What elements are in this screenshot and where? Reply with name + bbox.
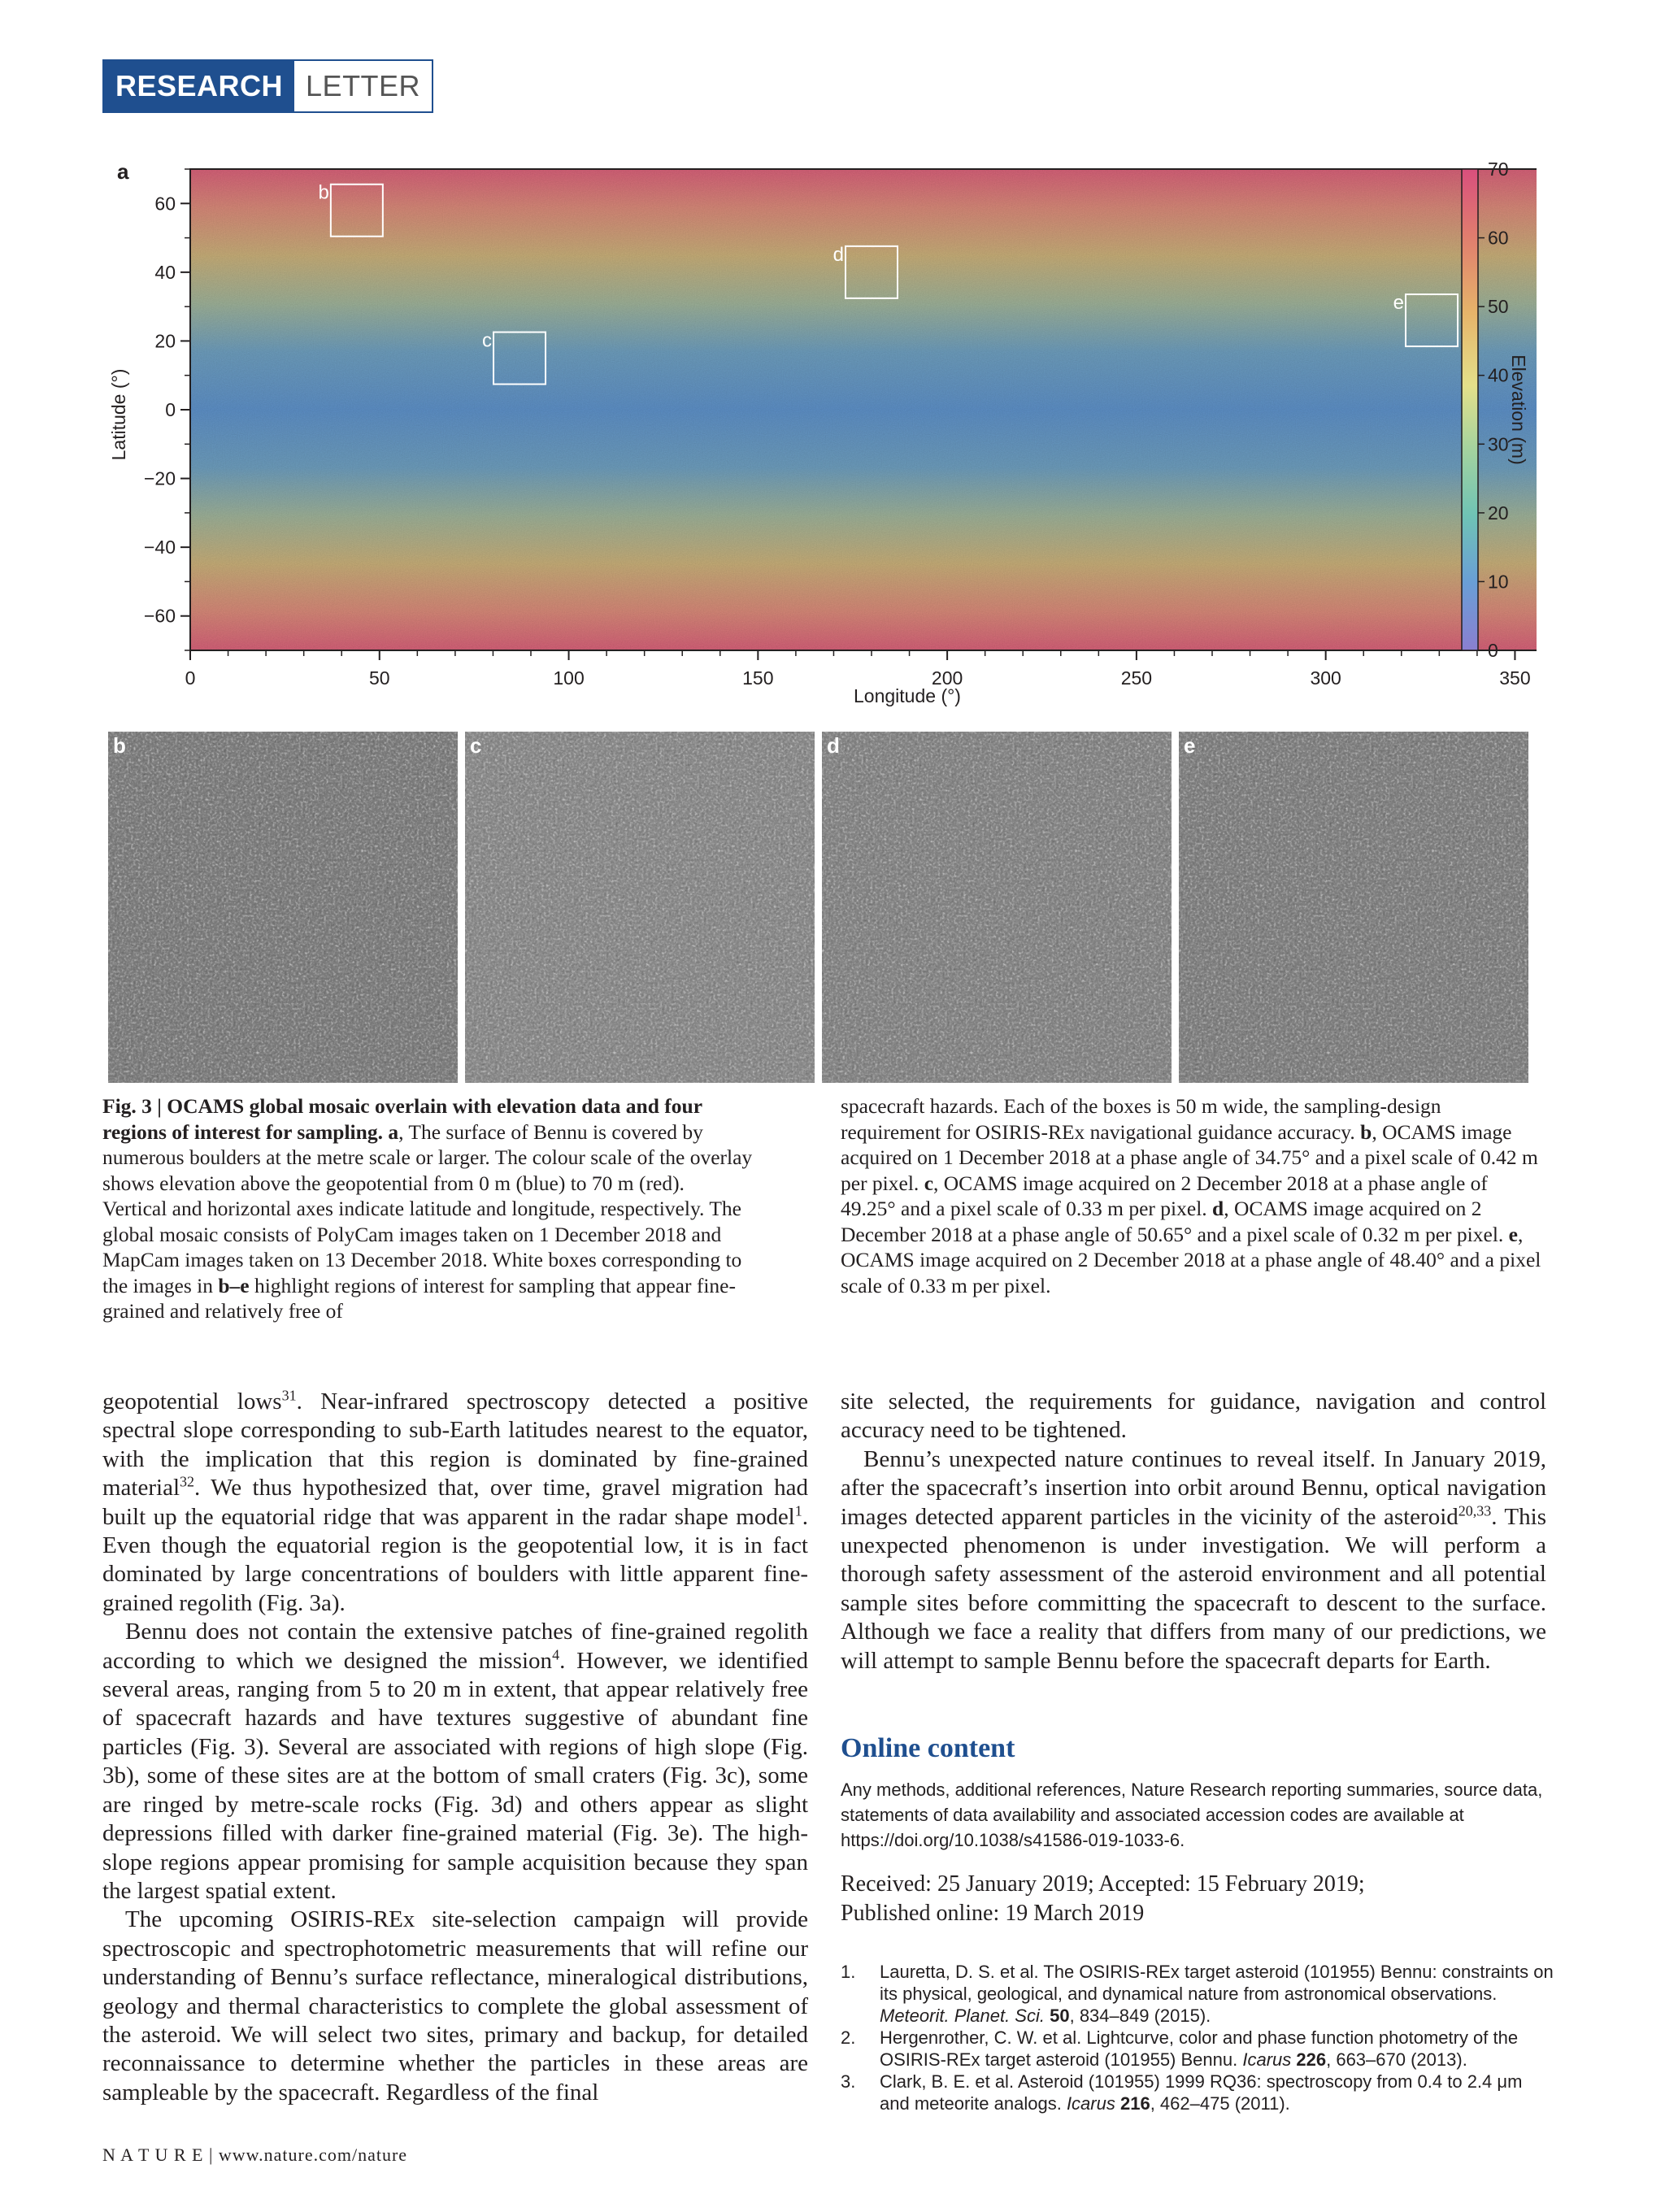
paragraph: The upcoming OSIRIS-REx site-selection campaign will provide spectroscopic and spectrophotometric measurements that will refine our understanding of Bennu’s surface reflectance, mineralogical distributions, geology and thermal characteristics to complete the global assessment of the asteroid. We will select two sites, primary and backup, for detailed reconnaissance to determine whether the particles in these areas are sampleable by the spacecraft. Regardless of the final [102, 1906, 808, 2106]
colorbar-tick-label: 10 [1488, 571, 1509, 593]
thumbnail-b [108, 732, 458, 1083]
paragraph: geopotential lows$^{31}$. Near-infrared spectroscopy detected a positive spectral slope corresponding to sub-Earth latitudes nearest to the equator, with the implication that this region is dominated by fine-grained material$^{32}$. We thus hypothesized that, over time, gravel migration had built up the equatorial ridge that was apparent in the radar shape model$^1$. Even though the equatorial region is the geopotential low, it is in fact dominated by large concentrations of boulders with little apparent fine-grained regolith (Fig. 3a). [102, 1387, 808, 1616]
caption-text: , OCAMS image acquired on 2 December 2018 at a phase angle of 50.65° and a pixel scale of 0.32 m per pixel. [841, 1197, 1509, 1246]
colorbar-tick-label: 0 [1488, 640, 1498, 661]
thumbnail-d-image [822, 732, 1172, 1083]
thumbnail-e [1179, 732, 1528, 1083]
roi-label-b: b [318, 181, 329, 204]
letter-label: LETTER [294, 61, 432, 111]
thumbnail-c-image [465, 732, 815, 1083]
x-axis-label: Longitude (°) [854, 685, 961, 706]
reference-item: 2. Hergenrother, C. W. et al. Lightcurve, color and phase function photometry of the OSIRIS-REx target asteroid (101955) Bennu. Icarus 226, 663–670 (2013). [841, 2027, 1519, 2070]
section-badge [102, 59, 433, 113]
caption-title: Fig. 3 | OCAMS global mosaic overlain with elevation data and four regions of interest for sampling. [102, 1094, 702, 1144]
colorbar-tick-label: 30 [1488, 433, 1509, 455]
published-online: Published online: 19 March 2019 [841, 1901, 1145, 1926]
y-tick-label: −20 [143, 467, 176, 489]
colorbar-tick-label: 50 [1488, 296, 1509, 318]
y-tick-label: 60 [154, 193, 176, 215]
received-accepted: Received: 25 January 2019; Accepted: 15 February 2019; [841, 1871, 1365, 1897]
thumbnail-c-label: c [470, 733, 482, 758]
roi-label-c: c [482, 329, 493, 352]
footer-separator: | [203, 2145, 219, 2165]
colorbar-tick-label: 70 [1488, 159, 1509, 180]
reference-item: 3. Clark, B. E. et al. Asteroid (101955) 1999 RQ36: spectroscopy from 0.4 to 2.4 μm and meteorite analogs. Icarus 216, 462–475 (2011). [841, 2071, 1523, 2114]
page-footer [102, 2145, 407, 2166]
y-tick-label: 0 [165, 399, 176, 420]
roi-label-e: e [1393, 292, 1405, 315]
caption-text: , OCAMS image acquired on 2 December 2018 at a phase angle of 48.40° and a pixel scale of 0.33 m per pixel. [841, 1222, 1541, 1297]
paragraph: Bennu does not contain the extensive patches of fine-grained regolith according to which we designed the mission$^4$. However, we identified several areas, ranging from 5 to 20 m in extent, that appear relatively free of spacecraft hazards and have textures suggestive of abundant fine particles (Fig. 3). Several are associated with regions of high slope (Fig. 3b), some of these sites are at the bottom of small craters (Fig. 3c), some are ringed by metre-scale rocks (Fig. 3d) and others appear as slight depressions filled with darker fine-grained material (Fig. 3e). The high-slope regions appear promising for sample acquisition because they span the largest spatial extent. [102, 1619, 808, 1904]
roi-label-d: d [832, 243, 844, 266]
online-content-heading: Online content [841, 1733, 1015, 1763]
figure-caption-right [841, 1093, 1546, 1298]
caption-d-label: d [1212, 1197, 1224, 1220]
x-tick-label: 100 [553, 667, 585, 689]
y-tick-label: 40 [154, 261, 176, 283]
caption-b-label: b [1360, 1119, 1372, 1144]
x-tick-label: 350 [1499, 667, 1531, 689]
y-tick-label: −40 [143, 537, 176, 558]
body-left-column [102, 1388, 808, 2107]
map-axes [144, 159, 1537, 689]
colorbar-label: Elevation (m) [1508, 354, 1529, 465]
x-tick-label: 0 [185, 667, 196, 689]
thumbnail-b-image [108, 732, 458, 1083]
caption-e-label: e [1508, 1222, 1518, 1246]
y-tick-label: −60 [143, 605, 176, 627]
caption-text: , The surface of Bennu is covered by numerous boulders at the metre scale or larger. The colour scale of the overlay shows elevation above the geopotential from 0 m (blue) to 70 m (red). Vertical and horizontal axes indicate latitude and longitude, respectively. The global mosaic consists of PolyCam images taken on 1 December 2018 and MapCam images taken on 13 December 2018. White boxes corresponding to the images in [102, 1119, 753, 1297]
y-tick-label: 20 [154, 330, 176, 352]
x-tick-label: 150 [742, 667, 774, 689]
x-tick-label: 250 [1120, 667, 1153, 689]
panel-a-label: a [117, 159, 129, 184]
paragraph: site selected, the requirements for guidance, navigation and control accuracy need to be tightened. [841, 1388, 1546, 1444]
footer-journal: N A T U R E [102, 2145, 204, 2165]
caption-text: , OCAMS image acquired on 2 December 2018 at a phase angle of 49.25° and a pixel scale of 0.33 m per pixel. [841, 1171, 1488, 1220]
footer-url[interactable]: www.nature.com/nature [218, 2145, 408, 2165]
caption-a-label: a [388, 1119, 399, 1144]
online-content-text: Any methods, additional references, Nature Research reporting summaries, source data, statements of data availability and associated accession codes are available at https://doi.org/10.1038/s41586-019-1033-6. [841, 1780, 1543, 1850]
x-tick-label: 50 [368, 667, 390, 689]
colorbar-tick-label: 20 [1488, 502, 1509, 524]
figure-caption-left [102, 1093, 753, 1324]
x-tick-label: 300 [1310, 667, 1341, 689]
y-axis-label: Latitude (°) [108, 368, 129, 461]
body-right-column [841, 1388, 1546, 1675]
thumbnail-b-label: b [113, 733, 126, 758]
caption-be-label: b–e [218, 1273, 250, 1297]
elevation-colorbar [1462, 169, 1478, 650]
paragraph: Bennu’s unexpected nature continues to reveal itself. In January 2019, after the spacecraft’s insertion into orbit around Bennu, optical navigation images detected apparent particles in the vicinity of the asteroid$^{20,33}$. This unexpected phenomenon is under investigation. We will perform a thorough safety assessment of the asteroid environment and all potential sample sites before committing the spacecraft to descent to the surface. Although we face a reality that differs from many of our predictions, we will attempt to sample Bennu before the spacecraft departs for Earth. [841, 1445, 1546, 1674]
x-tick-label: 200 [931, 667, 963, 689]
thumbnail-d [822, 732, 1172, 1083]
caption-text: , OCAMS image acquired on 1 December 2018 at a phase angle of 34.75° and a pixel scale of 0.42 m per pixel. [841, 1119, 1538, 1195]
thumbnail-d-label: d [827, 733, 840, 758]
colorbar-tick-label: 60 [1488, 227, 1509, 249]
elevation-mosaic [190, 169, 1537, 650]
references-list [841, 1961, 1556, 2114]
caption-c-label: c [924, 1171, 934, 1195]
colorbar-tick-label: 40 [1488, 364, 1509, 386]
caption-text: spacecraft hazards. Each of the boxes is 50 m wide, the sampling-design requirement for OSIRIS-REx navigational guidance accuracy. [841, 1094, 1441, 1144]
caption-text: highlight regions of interest for sampling that appear fine-grained and relatively free of [102, 1273, 736, 1323]
thumbnail-e-label: e [1184, 733, 1196, 758]
figure-3a-elevation-map [98, 154, 1537, 715]
publication-dates [841, 1870, 1546, 1928]
research-label: RESEARCH [104, 61, 294, 111]
thumbnail-c [465, 732, 815, 1083]
thumbnail-e-image [1179, 732, 1528, 1083]
reference-item: 1. Lauretta, D. S. et al. The OSIRIS-REx target asteroid (101955) Bennu: constraints on its physical, geological, and dynamical nature from astronomical observations. Meteorit. Planet. Sci. 50, 834–849 (2015). [841, 1962, 1554, 2026]
